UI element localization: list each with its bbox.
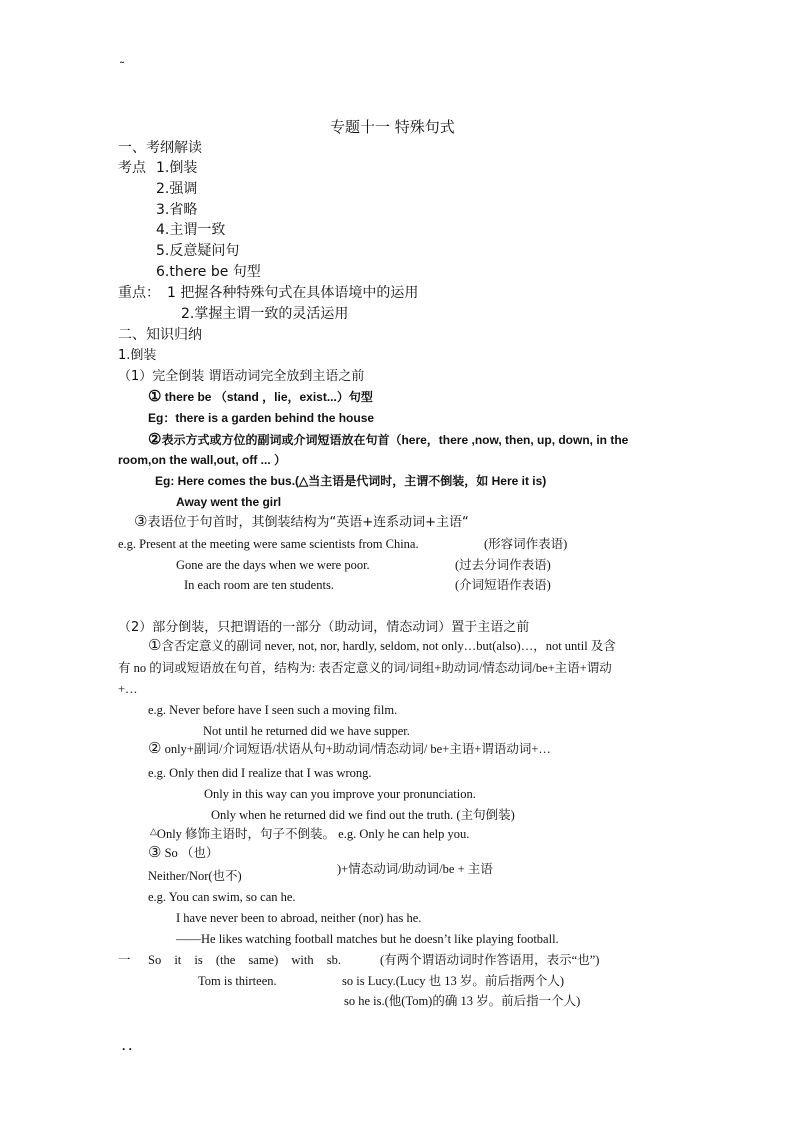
example-sentence: Gone are the days when we were poor. — [176, 558, 370, 572]
rule-text: Neither/Nor(也不) — [148, 869, 242, 883]
circled-number: ② — [148, 431, 162, 448]
rule-2 — [148, 742, 551, 757]
section-heading-1: 一、考纲解读 — [118, 140, 202, 156]
kaodian-item: 6.there be 句型 — [156, 264, 261, 280]
header-mark: ˜ — [120, 59, 124, 73]
circled-number: ① — [148, 638, 162, 654]
example-note: (形容词作表语) — [484, 537, 568, 551]
full-inversion-heading: （1）完全倒装 谓语动词完全放到主语之前 — [118, 369, 365, 384]
example-sentence: Only when he returned did we find out the truth. (主句倒装) — [211, 808, 515, 822]
example-note: (介词短语作表语) — [455, 578, 551, 592]
example-sentence: so is Lucy.(Lucy 也 13 岁。前后指两个人) — [342, 974, 565, 988]
example-sentence: So it is (the same) with sb. — [148, 953, 341, 967]
example-sentence: In each room are ten students. — [184, 578, 334, 592]
example-sentence: Not until he returned did we have supper. — [203, 724, 410, 738]
rule-2 — [148, 432, 628, 447]
example-line: Eg：there is a garden behind the house — [148, 411, 375, 425]
rule-text: So （也） — [164, 846, 219, 860]
example-sentence: e.g. Present at the meeting were same scientists from China. — [118, 537, 419, 551]
rule-text: 表语位于句首时，其倒装结构为“英语+连系动词+主语“ — [147, 515, 469, 530]
partial-inversion-heading: （2）部分倒装，只把谓语的一部分（助动词，情态动词）置于主语之前 — [118, 620, 530, 635]
example-note: 当主语是代词时，主谓不倒装，如 Here it is) — [308, 474, 547, 488]
kaodian-item: 4.主谓一致 — [156, 222, 226, 238]
example-note: (有两个谓语动词时作答语用，表示“也”) — [380, 953, 600, 967]
circled-number: ② — [148, 741, 162, 757]
example-sentence: e.g. Never before have I seen such a moving film. — [148, 703, 398, 717]
example-line: Away went the girl — [176, 495, 282, 509]
triangle-icon: △ — [299, 474, 309, 488]
subsection-heading: 1.倒装 — [118, 348, 157, 363]
circled-number: ③ — [148, 845, 162, 861]
zhongdian-label: 重点： — [118, 285, 160, 301]
rule-text: only+副词/介词短语/状语从句+助动词/情态动词/ be+主语+谓语动词+… — [164, 742, 551, 756]
kaodian-item: 2.强调 — [156, 181, 198, 197]
example-sentence: Tom is thirteen. — [198, 974, 277, 988]
kaodian-item: 1.倒装 — [156, 160, 198, 176]
rule-1 — [148, 639, 616, 654]
example-line — [155, 475, 546, 487]
circled-number: ③ — [134, 512, 148, 530]
example-text: Eg: Here comes the bus.( — [155, 474, 300, 488]
note-text: Only 修饰主语时，句子不倒装。 e.g. Only he can help you. — [156, 827, 470, 841]
rule-text: 表示方式或方位的副词或介词短语放在句首（here，there ,now, then, up, down, in the — [161, 433, 629, 447]
example-sentence: I have never been to abroad, neither (nor) has he. — [176, 911, 422, 925]
section-heading-2: 二、知识归纳 — [118, 327, 202, 343]
example-sentence: ——He likes watching football matches but he doesn’t like playing football. — [176, 932, 559, 946]
example-sentence: so he is.(他(Tom)的确 13 岁。前后指一个人) — [344, 994, 581, 1008]
rule-3 — [148, 846, 218, 861]
kaodian-item: 5.反意疑问句 — [156, 243, 240, 259]
list-dash: 一 — [118, 953, 131, 967]
kaodian-item: 3.省略 — [156, 202, 198, 218]
example-sentence: e.g. Only then did I realize that I was wrong. — [148, 766, 372, 780]
kaodian-label: 考点 — [118, 160, 146, 176]
rule-text-cont: room,on the wall,out, off ... ） — [118, 453, 286, 467]
footer-mark: . . — [122, 1039, 133, 1053]
rule-3 — [134, 514, 469, 529]
example-sentence: e.g. You can swim, so can he. — [148, 890, 296, 904]
page-title: 专题十一 特殊句式 — [330, 118, 455, 136]
zhongdian-item: 2.掌握主谓一致的灵活运用 — [181, 306, 349, 322]
circled-number: ① — [148, 388, 162, 405]
rule-text: there be （stand ，lie，exist...）句型 — [164, 390, 373, 404]
example-note: (过去分词作表语) — [455, 558, 551, 572]
rule-1 — [148, 389, 373, 404]
zhongdian-item: 1 把握各种特殊句式在具体语境中的运用 — [167, 285, 419, 301]
structure-text: )+情态动词/助动词/be + 主语 — [337, 862, 493, 876]
rule-text: 含否定意义的副词 never, not, nor, hardly, seldom, not only…but(also)…，not until 及含 — [161, 639, 616, 653]
note-line — [150, 827, 469, 841]
rule-text-cont: 有 no 的词或短语放在句首，结构为: 表否定意义的词/词组+助动词/情态动词/be+主语+谓动 — [118, 661, 612, 675]
rule-text-cont: +… — [118, 682, 138, 696]
triangle-icon: △ — [150, 826, 157, 836]
example-sentence: Only in this way can you improve your pronunciation. — [204, 787, 476, 801]
